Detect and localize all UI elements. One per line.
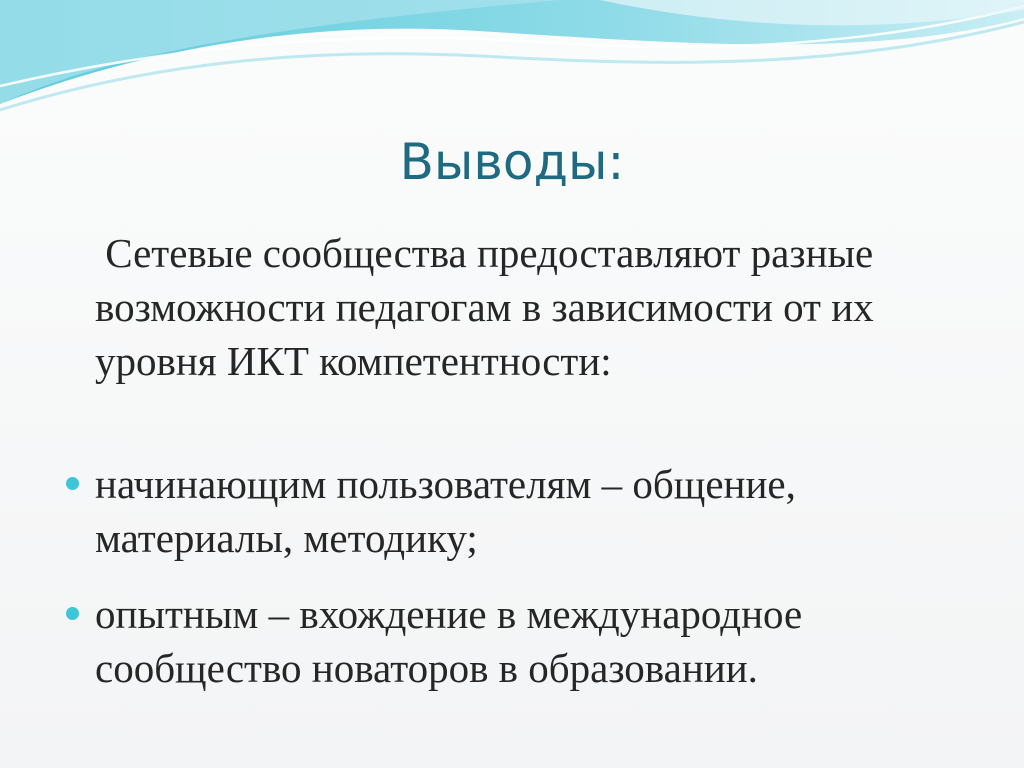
- wave-decoration: [0, 0, 1024, 120]
- bullet-text: опытным – вхождение в международное сообщество новаторов в образовании.: [95, 591, 803, 691]
- list-item: [0, 457, 975, 565]
- bullet-icon: [66, 607, 79, 620]
- bullet-text: начинающим пользователям – общение, материалы, методику;: [95, 461, 796, 561]
- intro-paragraph: [95, 226, 975, 388]
- list-item: [0, 587, 975, 695]
- intro-text: Сетевые сообщества предоставляют разные возможности педагогам в зависимости от их уровня ИКТ компетентности:: [95, 230, 874, 384]
- slide-title: Выводы:: [399, 133, 625, 191]
- bullet-icon: [66, 477, 79, 490]
- bullet-list: [0, 457, 1024, 717]
